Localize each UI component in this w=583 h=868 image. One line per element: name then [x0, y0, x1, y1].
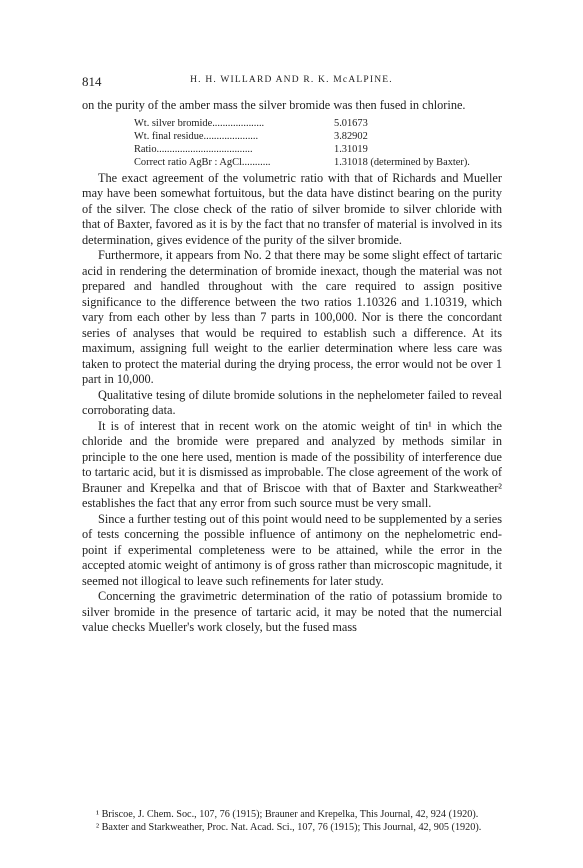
data-row: [134, 117, 502, 130]
paragraph: on the purity of the amber mass the silver bromide was then fused in chlorine.: [82, 98, 466, 112]
footnote: ² Baxter and Starkweather, Proc. Nat. Acad. Sci., 107, 76 (1915); This Journal, 42, 905 (1920).: [96, 822, 482, 833]
footnotes: [82, 808, 502, 834]
data-label: Wt. final residue.....................: [134, 130, 259, 142]
paragraph: The exact agreement of the volumetric ratio with that of Richards and Mueller may have been somewhat fortuitous, but the data have distinct bearing on the purity of the silver. The close check of the ratio of silver bromide to silver chloride with that of Baxter, favored as it is by the fact that no transfer of material is involved in its determination, gives evidence of the purity of the silver bromide.: [82, 170, 502, 247]
data-label: Correct ratio AgBr : AgCl...........: [134, 156, 271, 168]
data-row: [134, 130, 502, 143]
data-value: 5.01673: [334, 117, 368, 129]
body-text: [82, 98, 502, 636]
data-row: [134, 156, 502, 169]
footnote: ¹ Briscoe, J. Chem. Soc., 107, 76 (1915); Brauner and Krepelka, This Journal, 42, 924 (1920).: [96, 809, 479, 820]
data-row: [134, 143, 502, 156]
paragraph: Concerning the gravimetric determination of the ratio of potassium bromide to silver bromide in the presence of tartaric acid, it may be noted that the numercial value checks Mueller's work closely, but the fused mass: [82, 589, 502, 634]
paragraph: Qualitative tesing of dilute bromide solutions in the nephelometer failed to reveal corroborating data.: [82, 387, 502, 417]
data-value: 3.82902: [334, 130, 368, 142]
paragraph: Since a further testing out of this point would need to be supplemented by a series of tests concerning the possible influence of antimony on the nephelometric end-point if experimental completeness were to be attained, while the error in the accepted atomic weight of antimony is of gross rather than microscopic magnitude, it seemed not illogical to leave such refinements for later study.: [82, 511, 502, 588]
running-head: H. H. WILLARD AND R. K. McALPINE.: [190, 75, 393, 85]
data-value: 1.31019: [334, 143, 368, 155]
page-header: [82, 74, 501, 90]
page-number: 814: [82, 74, 102, 89]
paragraph: Furthermore, it appears from No. 2 that there may be some slight effect of tartaric acid in rendering the determination of bromide inexact, though the material was not prepared and handled throughout with the care required to assign positive significance to the difference between the two ratios 1.10326 and 1.10319, which vary from each other by less than 7 parts in 100,000. Nor is there the concordant series of analyses that would be required to establish such a difference. At its maximum, assigning full weight to the earlier determination where less care was taken to protect the material during the drying process, the error would not be over 1 part in 10,000.: [82, 248, 502, 386]
data-table: [134, 117, 502, 169]
paragraph: It is of interest that in recent work on the atomic weight of tin¹ in which the chloride and the bromide were prepared and analyzed by methods similar in principle to the one here used, mention is made of the possibility of interference due to tartaric acid, but it is dismissed as improbable. The close agreement of the work of Brauner and Krepelka and that of Briscoe with that of Baxter and Starkweather² establishes the fact that any error from such source must be very small.: [82, 418, 502, 510]
data-label: Ratio.....................................: [134, 143, 253, 155]
data-label: Wt. silver bromide....................: [134, 117, 265, 129]
data-value: 1.31018 (determined by Baxter).: [334, 156, 470, 168]
